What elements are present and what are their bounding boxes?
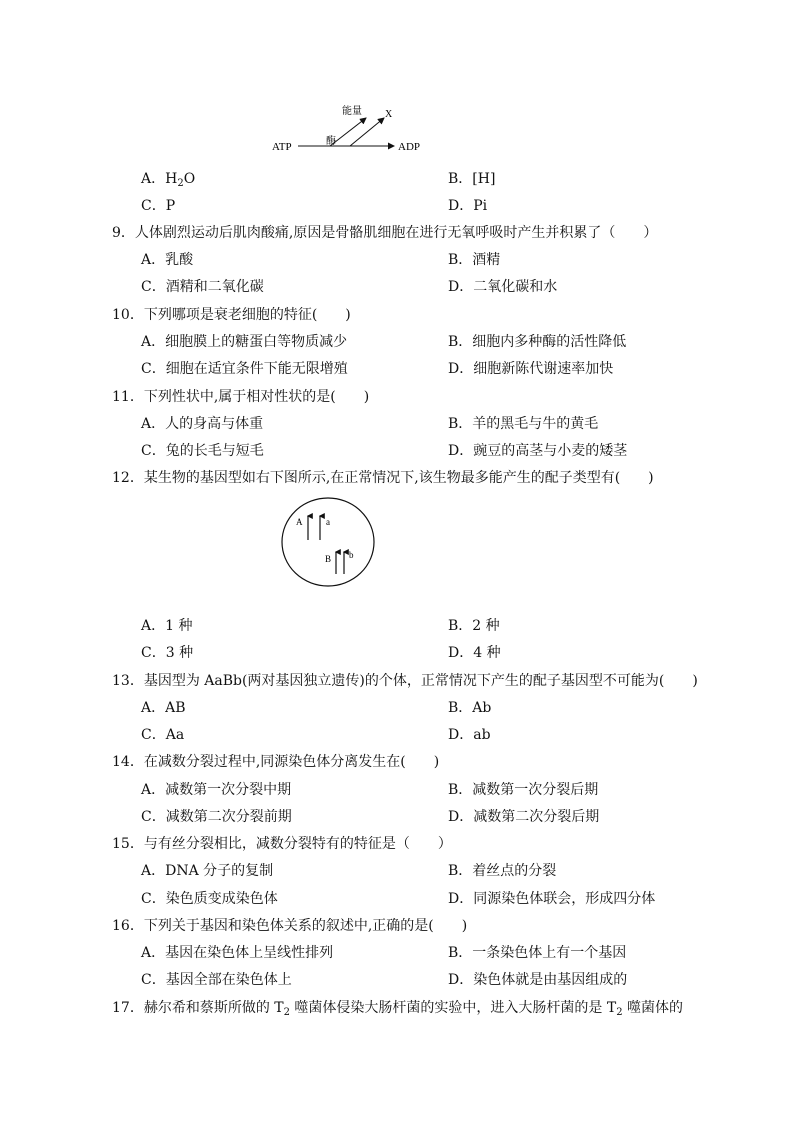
q10-option-a[interactable]: A．细胞膜上的糖蛋白等物质减少 (141, 334, 348, 350)
q16-option-c[interactable]: C．基因全部在染色体上 (141, 972, 292, 988)
q13-option-c[interactable]: C．Aa (141, 727, 185, 743)
q12-option-d[interactable]: D．4 种 (448, 645, 501, 661)
q12-stem: 12．某生物的基因型如右下图所示,在正常情况下,该生物最多能产生的配子类型有( ) (112, 470, 654, 486)
q8-option-a[interactable]: A．$H_2O$ (141, 171, 196, 189)
atp-label: ATP (272, 141, 292, 153)
q16-option-b[interactable]: B．一条染色体上有一个基因 (448, 945, 627, 961)
q8-option-b[interactable]: B．[H] (448, 171, 496, 187)
x-label: X (385, 109, 393, 120)
gene-label-a: a (326, 517, 330, 527)
q10-stem: 10．下列哪项是衰老细胞的特征( ) (112, 307, 351, 323)
q9-option-a[interactable]: A．乳酸 (141, 252, 194, 268)
enzyme-label: 酶 (326, 136, 336, 147)
q11-option-a[interactable]: A．人的身高与体重 (141, 416, 264, 432)
q9-stem: 9．人体剧烈运动后肌肉酸痛,原因是骨骼肌细胞在进行无氧呼吸时产生并积累了（ ） (112, 225, 658, 241)
q13-option-d[interactable]: D．ab (448, 727, 491, 743)
q15-option-a[interactable]: A．DNA 分子的复制 (141, 863, 274, 879)
q12-option-c[interactable]: C．3 种 (141, 645, 194, 661)
adp-label: ADP (398, 141, 421, 153)
q14-stem: 14．在减数分裂过程中,同源染色体分离发生在( ) (112, 754, 440, 770)
q9-option-b[interactable]: B．酒精 (448, 252, 501, 268)
q13-option-b[interactable]: B．Ab (448, 700, 492, 716)
q17-stem: 17．赫尔希和蔡斯所做的 $T_2$ 噬菌体侵染大肠杆菌的实验中，进入大肠杆菌的是 $T_2$ 噬菌体的 (112, 1000, 684, 1018)
gene-label-A: A (296, 517, 303, 527)
q13-stem: 13．基因型为 AaBb(两对基因独立遗传)的个体，正常情况下产生的配子基因型不可能为( ) (112, 673, 698, 689)
gene-label-b: b (349, 550, 354, 560)
q8-option-d[interactable]: D．Pi (448, 198, 488, 214)
q9-option-c[interactable]: C．酒精和二氧化碳 (141, 279, 264, 295)
energy-label: 能量 (342, 106, 362, 117)
q12-option-a[interactable]: A．1 种 (141, 618, 193, 634)
q15-option-c[interactable]: C．染色质变成染色体 (141, 891, 278, 907)
q11-option-c[interactable]: C．兔的长毛与短毛 (141, 443, 264, 459)
q10-option-d[interactable]: D．细胞新陈代谢速率加快 (448, 361, 614, 377)
x-arrow (350, 118, 384, 146)
q11-stem: 11．下列性状中,属于相对性状的是( ) (112, 389, 370, 405)
q14-option-d[interactable]: D．减数第二次分裂后期 (448, 809, 600, 825)
q12-option-b[interactable]: B．2 种 (448, 618, 500, 634)
q14-option-c[interactable]: C．减数第二次分裂前期 (141, 809, 292, 825)
q9-option-d[interactable]: D．二氧化碳和水 (448, 279, 558, 295)
q11-option-d[interactable]: D．豌豆的高茎与小麦的矮茎 (448, 443, 628, 459)
q15-stem: 15．与有丝分裂相比，减数分裂特有的特征是（ ） (112, 836, 452, 852)
gene-label-B: B (325, 554, 332, 564)
q16-stem: 16．下列关于基因和染色体关系的叙述中,正确的是( ) (112, 918, 468, 934)
q14-option-b[interactable]: B．减数第一次分裂后期 (448, 782, 599, 798)
q11-option-b[interactable]: B．羊的黑毛与牛的黄毛 (448, 416, 599, 432)
q10-option-c[interactable]: C．细胞在适宜条件下能无限增殖 (141, 361, 348, 377)
cell-membrane (282, 498, 374, 586)
q16-option-d[interactable]: D．染色体就是由基因组成的 (448, 972, 628, 988)
q15-option-d[interactable]: D．同源染色体联会，形成四分体 (448, 891, 656, 907)
q16-option-a[interactable]: A．基因在染色体上呈线性排列 (141, 945, 334, 961)
q13-option-a[interactable]: A．AB (141, 700, 186, 716)
cell-genotype-diagram (280, 496, 380, 592)
q15-option-b[interactable]: B．着丝点的分裂 (448, 863, 557, 879)
q10-option-b[interactable]: B．细胞内多种酶的活性降低 (448, 334, 627, 350)
q14-option-a[interactable]: A．减数第一次分裂中期 (141, 782, 292, 798)
q8-option-c[interactable]: C．P (141, 198, 176, 214)
atp-adp-diagram (268, 100, 428, 158)
